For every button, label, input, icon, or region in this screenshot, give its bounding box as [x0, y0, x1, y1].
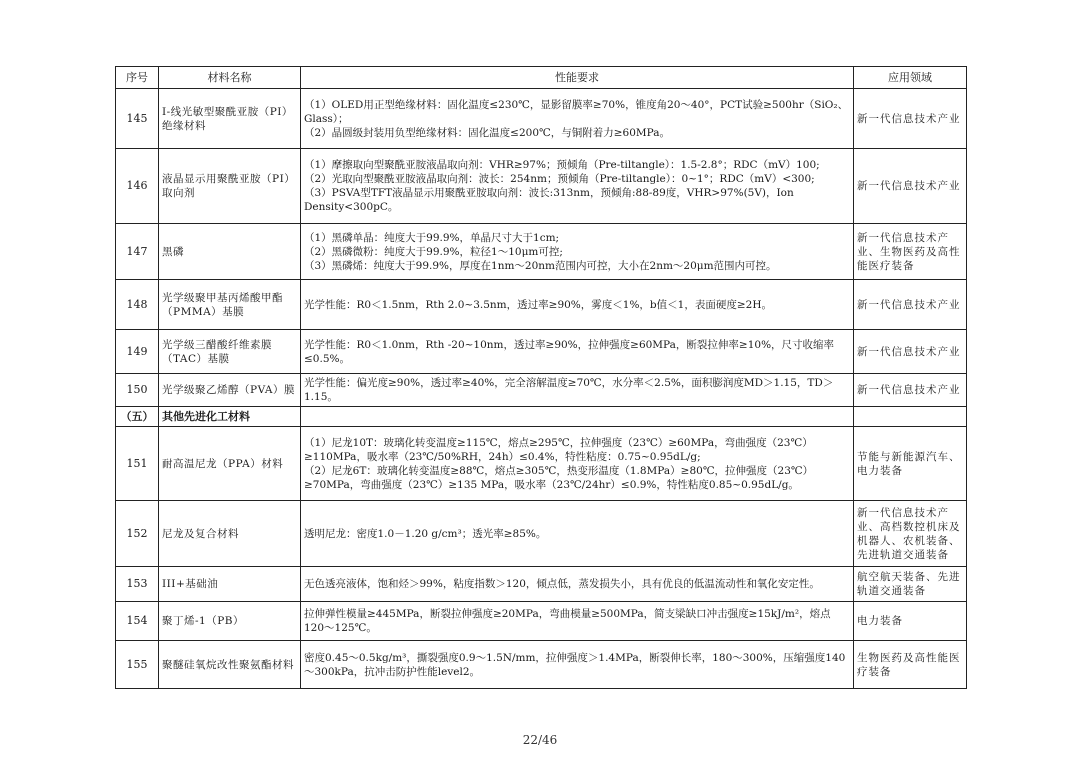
material-name: III+基础油 [159, 567, 301, 602]
table-row [116, 330, 967, 374]
performance-requirements [301, 89, 854, 149]
material-name: 光学级聚甲基丙烯酸甲酯（PMMA）基膜 [159, 280, 301, 330]
requirement-line: （1）尼龙10T：玻璃化转变温度≥115℃，熔点≥295℃，拉伸强度（23℃）≥60MPa，弯曲强度（23℃）≥110MPa，吸水率（23℃/50%RH，24h）≤0.4%，特性粘度：0.75~0.95dL/g; [304, 436, 813, 463]
table-header-row [116, 67, 967, 89]
requirement-line: 拉伸弹性模量≥445MPa，断裂拉伸强度≥20MPa，弯曲模量≥500MPa，简支梁缺口冲击强度≥15kJ/m²，熔点120～125℃。 [304, 608, 831, 634]
application-field: 新一代信息技术产业 [854, 374, 967, 407]
material-name: 光学级聚乙烯醇（PVA）膜 [159, 374, 301, 407]
application-field: 新一代信息技术产业 [854, 149, 967, 224]
table-row [116, 567, 967, 602]
table-row [116, 280, 967, 330]
requirement-line: 光学性能：偏光度≥90%，透过率≥40%，完全溶解温度≥70℃，水分率＜2.5%，面积膨润度MD＞1.15，TD＞1.15。 [304, 377, 834, 403]
table-row [116, 224, 967, 280]
requirement-line: 光学性能：R0＜1.0nm，Rth -20~10nm，透过率≥90%，拉伸强度≥60MPa，断裂拉伸率≥10%，尺寸收缩率≤0.5%。 [304, 338, 835, 365]
material-name: 液晶显示用聚酰亚胺（PI）取向剂 [159, 149, 301, 224]
materials-spec-table [115, 66, 967, 689]
performance-requirements [301, 330, 854, 374]
row-number: 155 [116, 641, 159, 689]
application-field: 新一代信息技术产业、高档数控机床及机器人、农机装备、先进轨道交通装备 [854, 501, 967, 567]
requirement-line: 透明尼龙：密度1.0－1.20 g/cm³；透光率≥85%。 [304, 527, 547, 540]
section-empty-req [301, 407, 854, 427]
table-row [116, 427, 967, 501]
performance-requirements [301, 224, 854, 280]
material-name: I-线光敏型聚酰亚胺（PI）绝缘材料 [159, 89, 301, 149]
requirement-line: （3）PSVA型TFT液晶显示用聚酰亚胺取向剂：波长:313nm，预倾角:88-89度，VHR>97%(5V)，Ion Density<300pC。 [304, 187, 794, 213]
row-number: 154 [116, 602, 159, 641]
performance-requirements [301, 602, 854, 641]
application-field: 新一代信息技术产业 [854, 89, 967, 149]
table-body-second [116, 427, 967, 689]
material-name: 聚丁烯-1（PB） [159, 602, 301, 641]
header-material-name: 材料名称 [159, 67, 301, 89]
performance-requirements [301, 501, 854, 567]
requirement-line: （1）摩擦取向型聚酰亚胺液晶取向剂：VHR≥97%；预倾角（Pre-tiltangle）：1.5-2.8°；RDC（mV）100; [304, 159, 820, 171]
application-field: 电力装备 [854, 602, 967, 641]
requirement-line: （1）黑磷单晶：纯度大于99.9%，单晶尺寸大于1cm; [304, 231, 560, 244]
requirement-line: （2）晶圆级封装用负型绝缘材料：固化温度≤200℃，与铜附着力≥60MPa。 [304, 126, 671, 139]
requirement-line: 无色透亮液体，饱和烃＞99%，粘度指数＞120，倾点低，蒸发损失小，具有优良的低温流动性和氧化安定性。 [304, 578, 820, 590]
performance-requirements [301, 374, 854, 407]
row-number: 149 [116, 330, 159, 374]
section-row [116, 407, 967, 427]
material-name: 尼龙及复合材料 [159, 501, 301, 567]
section-empty-app [854, 407, 967, 427]
performance-requirements [301, 427, 854, 501]
header-application: 应用领域 [854, 67, 967, 89]
row-number: 146 [116, 149, 159, 224]
row-number: 152 [116, 501, 159, 567]
performance-requirements [301, 567, 854, 602]
requirement-line: 光学性能：R0＜1.5nm，Rth 2.0~3.5nm，透过率≥90%，雾度＜1%，b值＜1，表面硬度≥2H。 [304, 298, 772, 311]
application-field: 生物医药及高性能医疗装备 [854, 641, 967, 689]
table-row [116, 149, 967, 224]
material-name: 聚醚硅氧烷改性聚氨酯材料 [159, 641, 301, 689]
row-number: 150 [116, 374, 159, 407]
table-row [116, 602, 967, 641]
material-name: 光学级三醋酸纤维素膜（TAC）基膜 [159, 330, 301, 374]
table-row [116, 641, 967, 689]
header-requirements: 性能要求 [301, 67, 854, 89]
row-number: 153 [116, 567, 159, 602]
performance-requirements [301, 149, 854, 224]
requirement-line: （2）尼龙6T：玻璃化转变温度≥88℃，熔点≥305℃，热变形温度（1.8MPa）≥80℃，拉伸强度（23℃）≥70MPa，弯曲强度（23℃）≥135 MPa，吸水率（23℃/24hr）≤0.9%，特性粘度0.85~0.95dL/g。 [304, 464, 814, 491]
application-field: 节能与新能源汽车、电力装备 [854, 427, 967, 501]
material-name: 耐高温尼龙（PPA）材料 [159, 427, 301, 501]
row-number: 148 [116, 280, 159, 330]
table-row [116, 374, 967, 407]
row-number: 145 [116, 89, 159, 149]
application-field: 航空航天装备、先进轨道交通装备 [854, 567, 967, 602]
requirement-line: （3）黑磷烯：纯度大于99.9%，厚度在1nm～20nm范围内可控，大小在2nm～20μm范围内可控。 [304, 259, 777, 272]
performance-requirements [301, 280, 854, 330]
requirement-line: 密度0.45～0.5kg/m³，撕裂强度0.9～1.5N/mm，拉伸强度＞1.4MPa，断裂伸长率，180～300%，压缩强度140～300kPa，抗冲击防护性能level2。 [304, 651, 846, 678]
header-no: 序号 [116, 67, 159, 89]
performance-requirements [301, 641, 854, 689]
application-field: 新一代信息技术产业、生物医药及高性能医疗装备 [854, 224, 967, 280]
requirement-line: （2）黑磷微粉：纯度大于99.9%，粒径1～10μm可控; [304, 245, 563, 258]
requirement-line: （2）光取向型聚酰亚胺液晶取向剂：波长：254nm；预倾角（Pre-tiltangle）：0~1°；RDC（mV）<300; [304, 173, 815, 185]
row-number: 151 [116, 427, 159, 501]
material-name: 黑磷 [159, 224, 301, 280]
row-number: 147 [116, 224, 159, 280]
table-body-first [116, 89, 967, 407]
section-title: 其他先进化工材料 [159, 407, 301, 427]
section-number: （五） [116, 407, 159, 427]
page-number: 22/46 [522, 733, 558, 747]
section-group [116, 407, 967, 427]
table-row [116, 501, 967, 567]
requirement-line: （1）OLED用正型绝缘材料：固化温度≤230℃，显影留膜率≥70%，锥度角20～40°，PCT试验≥500hr（SiO₂、Glass）； [304, 98, 849, 125]
application-field: 新一代信息技术产业 [854, 280, 967, 330]
table-row [116, 89, 967, 149]
application-field: 新一代信息技术产业 [854, 330, 967, 374]
